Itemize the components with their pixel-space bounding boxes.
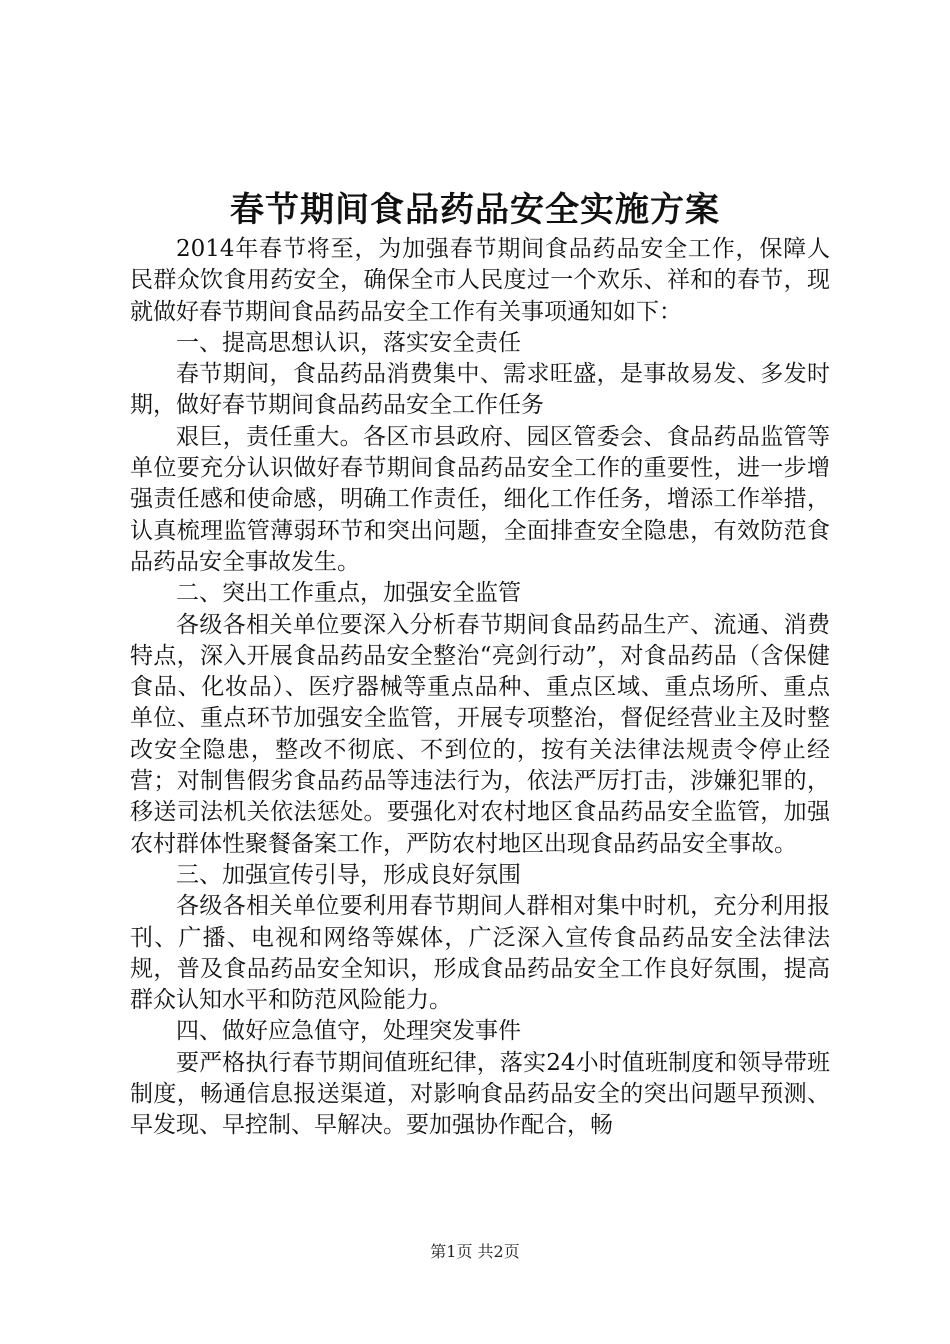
page-footer: 第1页 共2页 <box>430 1242 520 1261</box>
section-heading: 四、做好应急值守，处理突发事件 <box>176 1018 521 1045</box>
paragraph: 各级各相关单位要利用春节期间人群相对集中时机，充分利用报刊、广播、电视和网络等媒体，广泛深入宣传食品药品安全法律法规，普及食品药品安全知识，形成食品药品安全工作良好氛围，提高群众认知水平和防范风险能力。 <box>130 893 830 1014</box>
document-title: 春节期间食品药品安全实施方案 <box>230 190 720 230</box>
paragraph: 要严格执行春节期间值班纪律，落实24小时值班制度和领导带班制度，畅通信息报送渠道，对影响食品药品安全的突出问题早预测、早发现、早控制、早解决。要加强协作配合，畅 <box>130 1049 830 1139</box>
paragraph: 各级各相关单位要深入分析春节期间食品药品生产、流通、消费特点，深入开展食品药品安全整治“亮剑行动”，对食品药品（含保健食品、化妆品）、医疗器械等重点品种、重点区域、重点场所、重点单位、重点环节加强安全监管，开展专项整治，督促经营业主及时整改安全隐患，整改不彻底、不到位的，按有关法律法规责令停止经营；对制售假劣食品药品等违法行为，依法严厉打击，涉嫌犯罪的，移送司法机关依法惩处。要强化对农村地区食品药品安全监管，加强农村群体性聚餐备案工作，严防农村地区出现食品药品安全事故。 <box>130 611 830 857</box>
paragraph: 艰巨，责任重大。各区市县政府、园区管委会、食品药品监管等单位要充分认识做好春节期间食品药品安全工作的重要性，进一步增强责任感和使命感，明确工作责任，细化工作任务，增添工作举措，认真梳理监管薄弱环节和突出问题，全面排查安全隐患，有效防范食品药品安全事故发生。 <box>130 423 830 575</box>
document-body <box>130 234 830 1142</box>
section-heading: 三、加强宣传引导，形成良好氛围 <box>176 861 521 888</box>
section-heading: 二、突出工作重点，加强安全监管 <box>176 580 521 607</box>
section-heading: 一、提高思想认识，落实安全责任 <box>176 329 521 356</box>
paragraph: 春节期间，食品药品消费集中、需求旺盛，是事故易发、多发时期，做好春节期间食品药品安全工作任务 <box>130 361 830 419</box>
paragraph: 2014年春节将至，为加强春节期间食品药品安全工作，保障人民群众饮食用药安全，确保全市人民度过一个欢乐、祥和的春节，现就做好春节期间食品药品安全工作有关事项通知如下： <box>130 236 830 325</box>
